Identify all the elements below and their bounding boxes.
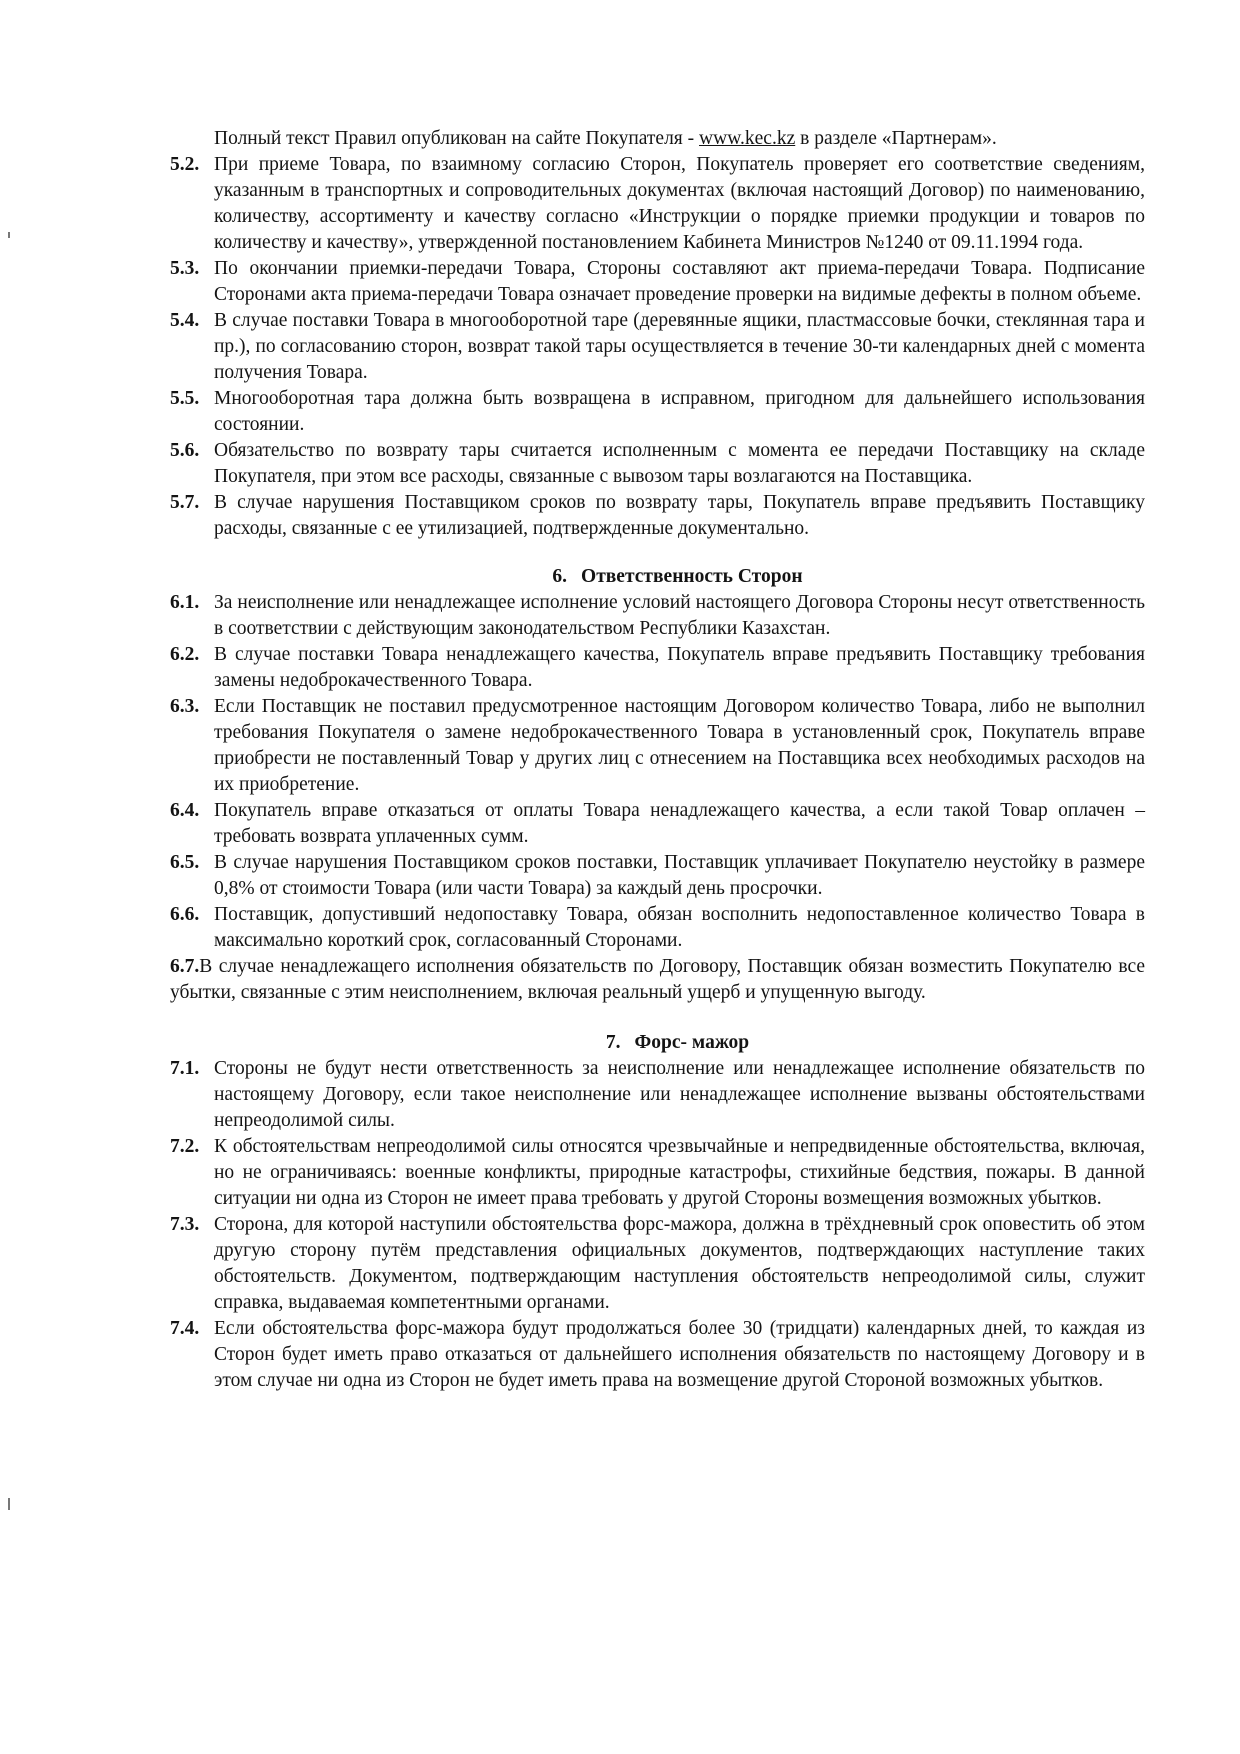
scan-speck: [8, 1498, 10, 1510]
clause-text: В случае нарушения Поставщиком сроков по возврату тары, Покупатель вправе предъявить Поставщику расходы, связанные с ее утилизацией, подтвержденные документально.: [214, 492, 1145, 539]
clause-text: Если Поставщик не поставил предусмотренное настоящим Договором количество Товара, либо не выполнил требования Покупателя о замене недоброкачественного Товара в установленный срок, Покупатель вправе приобрести не поставленный Товар у других лиц с отнесением на Поставщика всех необходимых расходов на их приобретение.: [214, 696, 1145, 795]
clause-number: 6.1.: [170, 592, 200, 613]
clause-number: 7.4.: [170, 1318, 200, 1339]
clause-5-7: [170, 490, 1145, 542]
clause-text: Обязательство по возврату тары считается исполненным с момента ее передачи Поставщику на складе Покупателя, при этом все расходы, связанные с вывозом тары возлагаются на Поставщика.: [214, 440, 1145, 487]
scan-speck: [8, 232, 10, 238]
clause-text: Многооборотная тара должна быть возвращена в исправном, пригодном для дальнейшего использования состоянии.: [214, 388, 1145, 435]
clause-5-3: [170, 256, 1145, 308]
clause-number: 5.6.: [170, 440, 200, 461]
section-title: Форс- мажор: [634, 1032, 750, 1053]
clause-7-3: [170, 1212, 1145, 1316]
clause-7-4: [170, 1316, 1145, 1394]
clause-text: Стороны не будут нести ответственность за неисполнение или ненадлежащее исполнение обязательств по настоящему Договору, если такое неисполнение или ненадлежащее исполнение вызваны обстоятельствами непреодолимой силы.: [214, 1058, 1145, 1131]
clause-number: 5.5.: [170, 388, 200, 409]
document-body: [170, 126, 1145, 1394]
clause-6-3: [170, 694, 1145, 798]
clause-7-1: [170, 1056, 1145, 1134]
clause-number: 6.3.: [170, 696, 200, 717]
clause-text: В случае нарушения Поставщиком сроков поставки, Поставщик уплачивает Покупателю неустойку в размере 0,8% от стоимости Товара (или части Товара) за каждый день просрочки.: [214, 852, 1145, 899]
clause-number: 5.4.: [170, 310, 200, 331]
clause-text: При приеме Товара, по взаимному согласию Сторон, Покупатель проверяет его соответствие сведениям, указанным в транспортных и сопроводительных документах (включая настоящий Договор) по наименованию, количеству, ассортименту и качеству согласно «Инструкции о порядке приемки продукции и товаров по количеству и качеству», утвержденной постановлением Кабинета Министров №1240 от 09.11.1994 года.: [214, 154, 1145, 253]
clause-text: По окончании приемки-передачи Товара, Стороны составляют акт приема-передачи Товара. Подписание Сторонами акта приема-передачи Товара означает проведение проверки на видимые дефекты в полном объеме.: [214, 258, 1145, 305]
section-title: Ответственность Сторон: [581, 566, 803, 587]
section-heading-6: [170, 564, 1145, 590]
clause-6-2: [170, 642, 1145, 694]
clause-6-6: [170, 902, 1145, 954]
clause-number: 7.3.: [170, 1214, 200, 1235]
clause-number: 6.5.: [170, 852, 200, 873]
clause-6-7: [170, 954, 1145, 1006]
clause-7-2: [170, 1134, 1145, 1212]
clause-text: Поставщик, допустивший недопоставку Товара, обязан восполнить недопоставленное количество Товара в максимально короткий срок, согласованный Сторонами.: [214, 904, 1145, 951]
clause-number: 5.3.: [170, 258, 200, 279]
clause-6-5: [170, 850, 1145, 902]
clause-number: 6.2.: [170, 644, 200, 665]
clause-number: 6.6.: [170, 904, 200, 925]
clause-text: В случае поставки Товара в многооборотной таре (деревянные ящики, пластмассовые бочки, стеклянная тара и пр.), по согласованию сторон, возврат такой тары осуществляется в течение 30-ти календарных дней с момента получения Товара.: [214, 310, 1145, 383]
clause-number: 7.2.: [170, 1136, 200, 1157]
clause-number: 7.1.: [170, 1058, 200, 1079]
clause-number: 5.2.: [170, 154, 200, 175]
clause-6-4: [170, 798, 1145, 850]
clause-5-6: [170, 438, 1145, 490]
website-link[interactable]: www.kec.kz: [699, 128, 796, 149]
clause-number: 6.7.: [170, 956, 200, 977]
clause-text: Сторона, для которой наступили обстоятельства форс-мажора, должна в трёхдневный срок оповестить об этом другую сторону путём представления официальных документов, подтверждающих наступление таких обстоятельств. Документом, подтверждающим наступления обстоятельств непреодолимой силы, служит справка, выдаваемая компетентными органами.: [214, 1214, 1145, 1313]
clause-number: 6.4.: [170, 800, 200, 821]
clause-text: Если обстоятельства форс-мажора будут продолжаться более 30 (тридцати) календарных дней, то каждая из Сторон будет иметь право отказаться от дальнейшего исполнения обязательств по настоящему Договору и в этом случае ни одна из Сторон не будет иметь права на возмещение другой Стороной возможных убытков.: [214, 1318, 1145, 1391]
intro-text-end: в разделе «Партнерам».: [795, 128, 997, 149]
section-heading-7: [170, 1030, 1145, 1056]
clause-5-5: [170, 386, 1145, 438]
section-number: 6.: [552, 566, 568, 587]
clause-number: 5.7.: [170, 492, 200, 513]
clause-text: В случае ненадлежащего исполнения обязательств по Договору, Поставщик обязан возместить Покупателю все убытки, связанные с этим неисполнением, включая реальный ущерб и упущенную выгоду.: [170, 956, 1145, 1003]
section-number: 7.: [605, 1032, 621, 1053]
clause-text: В случае поставки Товара ненадлежащего качества, Покупатель вправе предъявить Поставщику требования замены недоброкачественного Товара.: [214, 644, 1145, 691]
clause-text: Покупатель вправе отказаться от оплаты Товара ненадлежащего качества, а если такой Товар оплачен – требовать возврата уплаченных сумм.: [214, 800, 1145, 847]
intro-text: Полный текст Правил опубликован на сайте Покупателя -: [214, 128, 700, 149]
clause-5-4: [170, 308, 1145, 386]
intro-paragraph: [170, 126, 1145, 152]
clause-text: К обстоятельствам непреодолимой силы относятся чрезвычайные и непредвиденные обстоятельства, включая, но не ограничиваясь: военные конфликты, природные катастрофы, стихийные бедствия, пожары. В данной ситуации ни одна из Сторон не имеет права требовать у другой Стороны возмещения возможных убытков.: [214, 1136, 1145, 1209]
clause-6-1: [170, 590, 1145, 642]
clause-5-2: [170, 152, 1145, 256]
clause-text: За неисполнение или ненадлежащее исполнение условий настоящего Договора Стороны несут ответственность в соответствии с действующим законодательством Республики Казахстан.: [214, 592, 1145, 639]
